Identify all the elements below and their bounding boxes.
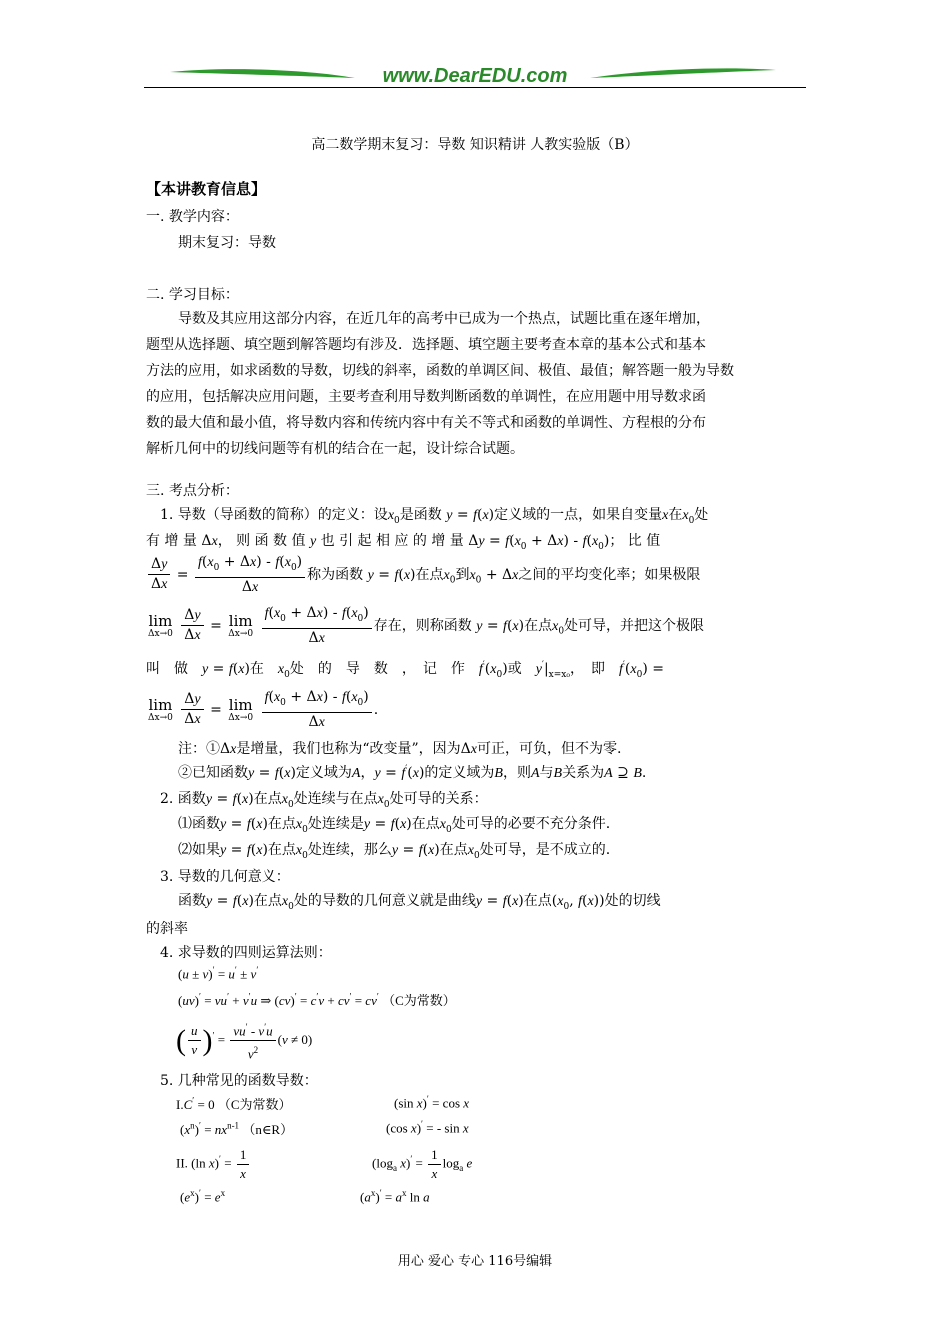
note-2: ②已知函数y = f(x)定义域为A，y = f′(x)的定义域为B，则A与B关系为A ⊇ B. [178,764,647,781]
p5-row-2: $(x^n)' = nx^{n-1}$ （n∈R） [180,1120,294,1137]
p5-heading: 5. 几种常见的函数导数： [160,1073,318,1089]
s2-line-6: 解析几何中的切线问题等有机的结合在一起，设计综合试题。 [146,441,524,457]
p5-row-3: II. (ln x)′ = $\frac{1}{x}$ [176,1146,251,1183]
p1-line-4: lim Δx→0 $\frac{\Delta y}{\Delta x}$ = lim Δx→0 $\frac{f(x_0 + \Delta x) - f(x_0)}{\Delta x}$ 存在，则称函数 y = f(x)在点$x_0$处可导，并把这个极限 [148,605,705,646]
header-logo-banner [140,62,808,90]
p5-row-1: I.C′ = 0 （C为常数） [176,1095,292,1112]
s2-line-3: 方法的应用，如求函数的导数，切线的斜率，函数的单调区间、极值、最值；解答题一般为导数 [146,363,734,379]
right-swoosh-icon [590,68,776,78]
s2-line-2: 题型从选择题、填空题到解答题均有涉及．选择题、填空题主要考查本章的基本公式和基本 [146,337,706,353]
p2-item-2: ⑵如果y = f(x)在点$x_0$处连续，那么y = f(x)在点$x_0$处可导，是不成立的. [178,842,611,861]
p5-exp: $(e^x)' = e^x$ [180,1188,226,1205]
p2-heading: 2. 函数y = f(x)在点$x_0$处连续与在点$x_0$处可导的关系： [160,791,488,810]
p5-ax: $(a^x)' = a^x$ ln a [360,1188,430,1205]
p5-cos: (cos x)′ = - sin x [386,1119,469,1136]
page-footer: 用心 爱心 专心 116号编辑 [397,1254,553,1269]
note-1: 注：①Δx是增量，我们也称为“改变量”，因为Δx可正，可负，但不为零. [178,741,622,757]
s2-line-5: 数的最大值和最小值，将导数内容和传统内容中有关不等式和函数的单调性、方程根的分布 [146,415,706,431]
p3-tail: 的斜率 [146,921,188,937]
p4-rule-3: ( $\frac{u}{v}$ )′ = $\frac{vu' - v'u}{v^2}$ (v ≠ 0) [176,1018,312,1064]
p4-rule-1: (u ± v)′ = u′ ± v′ [178,965,259,982]
p1-line-1: 1. 导数（导函数的简称）的定义：设$x_0$是函数 y = f(x)定义域的一点，如果自变量x在$x_0$处 [160,507,709,526]
p5-log: ($\log_a$ x)′ = $\frac{1}{x}$ $\log_a e$ [372,1147,473,1181]
s1-heading: 一. 教学内容： [146,209,239,225]
p1-line-6: lim Δx→0 $\frac{\Delta y}{\Delta x}$ = lim Δx→0 $\frac{f(x_0 + \Delta x) - f(x_0)}{\Delta x}$ . [148,689,379,730]
p2-item-1: ⑴函数y = f(x)在点$x_0$处连续是y = f(x)在点$x_0$处可导的必要不充分条件. [178,816,611,835]
s1-content: 期末复习：导数 [178,235,276,251]
header-rule [144,87,806,88]
p3-body: 函数y = f(x)在点$x_0$处的导数的几何意义就是曲线y = f(x)在点($x_0$, f(x))处的切线 [178,893,661,912]
p1-line-2: 有 增 量 Δx， 则 函 数 值 y 也 引 起 相 应 的 增 量 $\Delta y = f(x_0 + \Delta x) - f(x_0)$； 比 值 [146,533,661,552]
s2-line-4: 的应用，包括解决应用问题，主要考查利用导数判断函数的单调性，在应用题中用导数求函 [146,389,706,405]
left-swoosh-icon [170,69,355,78]
p4-heading: 4. 求导数的四则运算法则： [160,945,332,961]
p5-sin: (sin x)′ = cos x [394,1094,470,1111]
document-title: 高二数学期末复习：导数 知识精讲 人教实验版（B） [311,137,639,153]
p1-line-3: $\frac{\Delta y}{\Delta x}$ = $\frac{f(x_0 + \Delta x) - f(x_0)}{\Delta x}$ 称为函数 y = f(x)在点$x_0$到$x_0 + \Delta x$之间的平均变化率；如果极限 [146,553,700,597]
p1-line-5: 叫 做 y = f(x)在 $x_0$处 的 导 数 ， 记 作 $f'(x_0)$或 $y'|_{x=x_0}$， 即 $f'(x_0)$ = [146,660,664,680]
section-heading: 【本讲教育信息】 [146,180,267,198]
s3-heading: 三. 考点分析： [146,483,239,499]
logo-text: www.DearEDU.com [382,65,568,87]
s2-heading: 二. 学习目标： [146,287,239,303]
p4-rule-2: (uv)′ = vu′ + v′u ⇒ (cv)′ = c′v + cv′ = cv′ （C为常数） [178,991,456,1008]
p3-heading: 3. 导数的几何意义： [160,869,290,885]
s2-line-1: 导数及其应用这部分内容，在近几年的高考中已成为一个热点，试题比重在逐年增加， [178,311,710,327]
